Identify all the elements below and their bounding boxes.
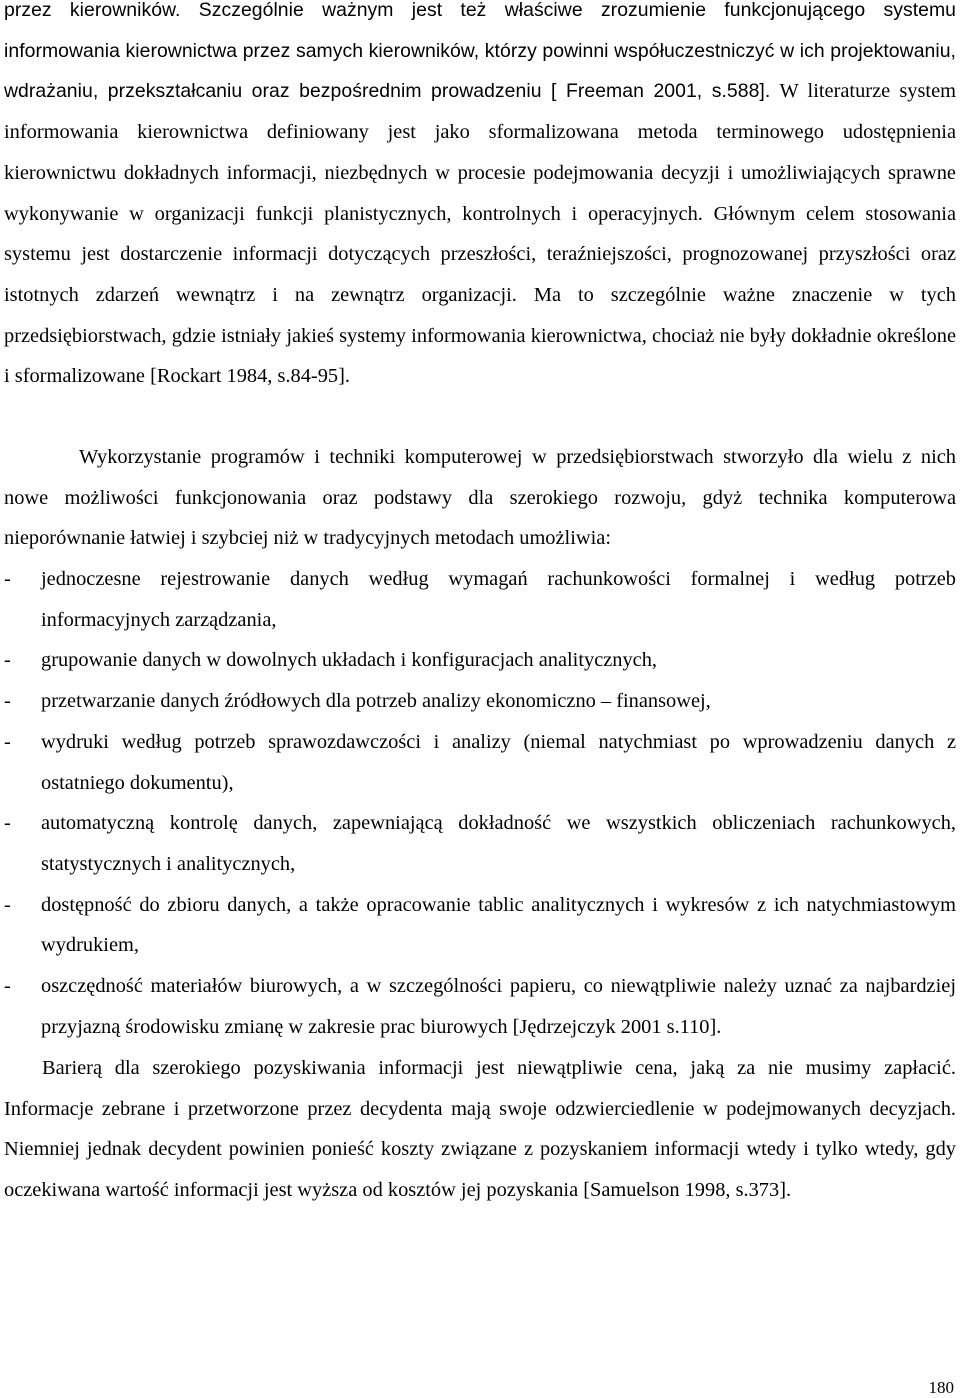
paragraph-1-text: [4, 0, 956, 397]
page-number: 180: [928, 1378, 954, 1397]
list-bullet: -: [4, 893, 11, 916]
list-bullet: -: [4, 690, 11, 713]
paragraph-3-text: Barierą dla szerokiego pozyskiwania informacji jest niewątpliwie cena, jaką za nie musimy zapłacić. Informacje zebrane i przetworzone przez decydenta mają swoje odzwierciedlenie w podejmowanych decyzjach. Niemniej jednak decydent powinien ponieść koszty związane z pozyskaniem informacji wtedy i tylko wtedy, gdy oczekiwana wartość informacji jest wyższa od kosztów jej pozyskania [Samuelson 1998, s.373].: [4, 1057, 956, 1202]
list-item-text: automatyczną kontrolę danych, zapewniającą dokładność we wszystkich obliczeniach rachunkowych, statystycznych i analitycznych,: [41, 812, 956, 875]
list-item: [4, 885, 956, 966]
capabilities-list: [4, 559, 956, 1047]
list-bullet: -: [4, 730, 11, 753]
paragraph-1: [4, 0, 956, 397]
list-item: [4, 681, 956, 722]
list-item: [4, 803, 956, 884]
paragraph-3: [4, 1048, 956, 1211]
list-item: [4, 640, 956, 681]
paragraph-1-serif-part: W literaturze system informowania kierownictwa definiowany jest jako sformalizowana metoda terminowego udostępnienia kierownictwu dokładnych informacji, niezbędnych w procesie podejmowania decyzji i umożliwiających sprawne wykonywanie w organizacji funkcji planistycznych, kontrolnych i operacyjnych. Głównym celem stosowania systemu jest dostarczenie informacji dotyczących przeszłości, teraźniejszości, prognozowanej przyszłości oraz istotnych zdarzeń wewnątrz i na zewnątrz organizacji. Ma to szczególnie ważne znaczenie w tych przedsiębiorstwach, gdzie istniały jakieś systemy informowania kierownictwa, chociaż nie były dokładnie określone i sformalizowane [Rockart 1984, s.84-95].: [4, 80, 956, 388]
list-bullet: -: [4, 568, 11, 590]
list-item: [4, 559, 956, 640]
list-item-text: jednoczesne rejestrowanie danych według wymagań rachunkowości formalnej i według potrzeb informacyjnych zarządzania,: [41, 568, 956, 631]
list-bullet: -: [4, 812, 11, 835]
paragraph-2: [4, 437, 956, 559]
list-item-text: przetwarzanie danych źródłowych dla potrzeb analizy ekonomiczno – finansowej,: [41, 690, 711, 713]
paragraph-1-sans-part: przez kierowników. Szczególnie ważnym jest też właściwe zrozumienie funkcjonującego systemu informowania kierownictwa przez samych kierowników, którzy powinni współuczestniczyć w ich projektowaniu, wdrażaniu, przekształcaniu oraz bezpośrednim prowadzeniu [ Freeman 2001, s.588].: [4, 0, 956, 103]
list-bullet: -: [4, 649, 11, 672]
list-item: [4, 722, 956, 803]
list-item-text: oszczędność materiałów biurowych, a w szczególności papieru, co niewątpliwie należy uznać za najbardziej przyjazną środowisku zmianę w zakresie prac biurowych [Jędrzejczyk 2001 s.110].: [41, 975, 956, 1038]
list-item-text: wydruki według potrzeb sprawozdawczości i analizy (niemal natychmiast po wprowadzeniu danych z ostatniego dokumentu),: [41, 730, 956, 794]
list-item-text: dostępność do zbioru danych, a także opracowanie tablic analitycznych i wykresów z ich natychmiastowym wydrukiem,: [41, 893, 956, 957]
list-item: [4, 966, 956, 1047]
list-bullet: -: [4, 975, 11, 998]
paragraph-2-text: Wykorzystanie programów i techniki komputerowej w przedsiębiorstwach stworzyło dla wielu z nich nowe możliwości funkcjonowania oraz podstawy dla szerokiego rozwoju, gdyż technika komputerowa nieporównanie łatwiej i szybciej niż w tradycyjnych metodach umożliwia:: [4, 446, 956, 550]
list-item-text: grupowanie danych w dowolnych układach i konfiguracjach analitycznych,: [41, 649, 658, 672]
